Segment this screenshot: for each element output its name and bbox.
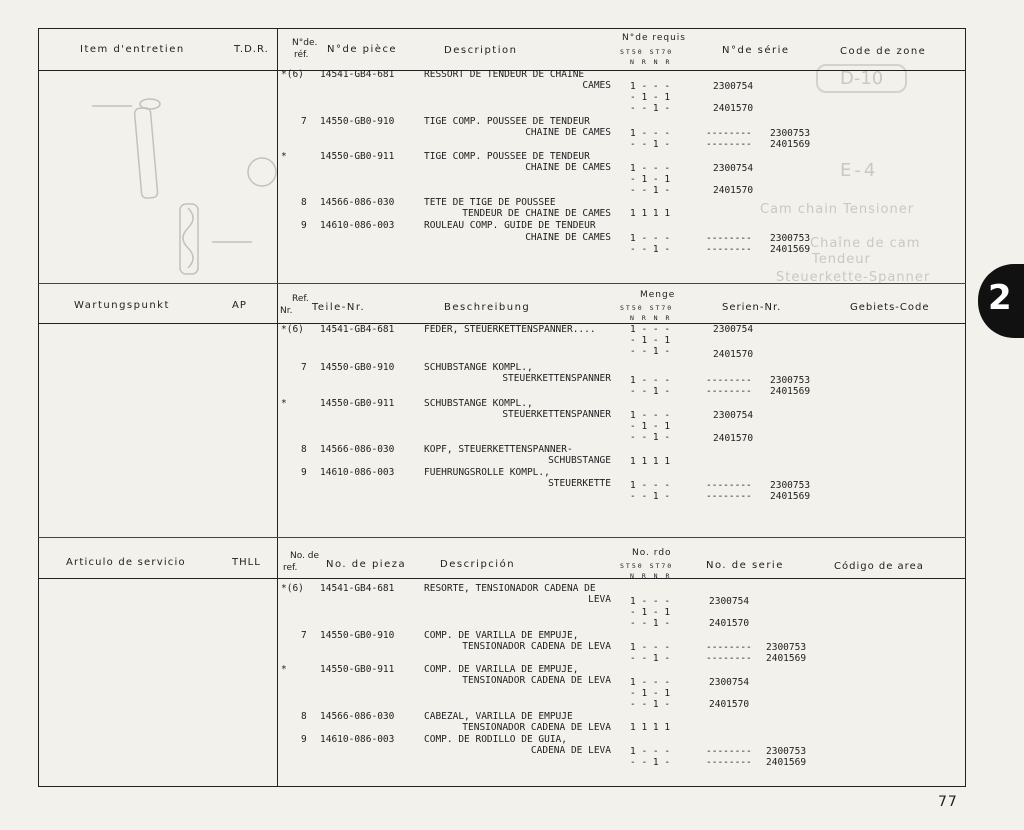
es-serie-header: No. de serie (706, 560, 784, 571)
fr-row2-part: 14550-GB0-910 (320, 116, 395, 127)
es-zone-header: Código de area (834, 561, 924, 572)
ghost-code-fr: D-10 (816, 64, 907, 93)
fr-row2-serial-a: 2300753 (770, 128, 811, 139)
es-row2-qty-b: - - 1 - (630, 653, 671, 664)
de-row3-serial-a: 2300754 (713, 410, 754, 421)
de-row5-desc: FUEHRUNGSROLLE KOMPL., (424, 467, 550, 478)
fr-row5-desc2: CHAINE DE CAMES (525, 232, 611, 243)
es-req-header: No. rdo (632, 548, 672, 558)
es-row5-dash-a: -------- (706, 746, 752, 757)
fr-desc-header: Description (444, 45, 518, 56)
fr-row4-part: 14566-086-030 (320, 197, 395, 208)
es-row3-qty-c: - - 1 - (630, 699, 671, 710)
de-row5-qty-a: 1 - - - (630, 480, 671, 491)
es-ref-header: No. de (290, 551, 320, 561)
de-row2-dash-a: -------- (706, 375, 752, 386)
de-row5-dash-a: -------- (706, 480, 752, 491)
es-row1-ref: *(6) (281, 583, 304, 594)
de-req-models: ST50 ST70 (620, 304, 674, 312)
fr-row1-ref: *(6) (281, 69, 304, 80)
de-ref-header-2: Nr. (280, 306, 293, 316)
de-row2-desc2: STEUERKETTENSPANNER (502, 373, 611, 384)
de-row5-serial-a: 2300753 (770, 480, 811, 491)
es-row2-serial-a: 2300753 (766, 642, 807, 653)
fr-row3-serial-a: 2300754 (713, 163, 754, 174)
es-row3-ref: * (281, 664, 287, 675)
de-row4-desc: KOPF, STEUERKETTENSPANNER- (424, 444, 573, 455)
fr-req-models: ST50 ST70 (620, 48, 674, 56)
de-zone-header: Gebiets-Code (850, 302, 930, 313)
es-row4-qty: 1 1 1 1 (630, 722, 671, 733)
section-rule-fr (38, 283, 966, 284)
de-req-header: Menge (640, 290, 676, 300)
fr-row3-part: 14550-GB0-911 (320, 151, 395, 162)
de-row3-part: 14550-GB0-911 (320, 398, 395, 409)
es-row5-dash-b: -------- (706, 757, 752, 768)
de-piece-header: Teile-Nr. (312, 302, 366, 313)
fr-row1-serial-b: 2401570 (713, 103, 754, 114)
de-row3-qty-a: 1 - - - (630, 410, 671, 421)
de-serie-header: Serien-Nr. (722, 302, 782, 313)
es-row1-part: 14541-GB4-681 (320, 583, 395, 594)
es-desc-header: Descripción (440, 559, 516, 570)
de-row3-qty-c: - - 1 - (630, 432, 671, 443)
es-item-header: Articulo de servicio (66, 557, 186, 568)
fr-row5-dash-b: -------- (706, 244, 752, 255)
ghost-fr-title: Chaîne de cam (810, 236, 921, 251)
fr-row1-qty-a: 1 - - - (630, 81, 671, 92)
fr-req-header: N°de requis (622, 33, 686, 43)
fr-row3-desc2: CHAINE DE CAMES (525, 162, 611, 173)
fr-row1-qty-b: - 1 - 1 (630, 92, 671, 103)
de-req-nr: N R N R (630, 314, 672, 322)
column-divider (277, 28, 278, 787)
fr-tdr-header: T.D.R. (234, 44, 269, 55)
es-row5-desc2: CADENA DE LEVA (530, 745, 611, 756)
fr-row5-serial-a: 2300753 (770, 233, 811, 244)
de-row4-desc2: SCHUBSTANGE (548, 455, 611, 466)
de-row1-part: 14541-GB4-681 (320, 324, 395, 335)
fr-row1-serial-a: 2300754 (713, 81, 754, 92)
de-desc-header: Beschreibung (444, 302, 531, 313)
de-row2-desc: SCHUBSTANGE KOMPL., (424, 362, 533, 373)
es-row5-desc: COMP. DE RODILLO DE GUIA, (424, 734, 567, 745)
es-row2-dash-b: -------- (706, 653, 752, 664)
es-row1-desc: RESORTE, TENSIONADOR CADENA DE (424, 583, 596, 594)
de-row3-ref: * (281, 398, 287, 409)
es-ref-header-2: ref. (283, 563, 298, 573)
de-row3-qty-b: - 1 - 1 (630, 421, 671, 432)
de-row2-qty-a: 1 - - - (630, 375, 671, 386)
fr-row2-dash-a: -------- (706, 128, 752, 139)
de-row4-ref: 8 (301, 444, 307, 455)
fr-row2-qty-a: 1 - - - (630, 128, 671, 139)
es-row3-serial-a: 2300754 (709, 677, 750, 688)
fr-row1-part: 14541-GB4-681 (320, 69, 395, 80)
fr-row4-qty: 1 1 1 1 (630, 208, 671, 219)
es-req-models: ST50 ST70 (620, 562, 674, 570)
es-row2-serial-b: 2401569 (766, 653, 807, 664)
es-row1-qty-c: - - 1 - (630, 618, 671, 629)
es-row4-desc2: TENSIONADOR CADENA DE LEVA (462, 722, 611, 733)
es-row5-qty-a: 1 - - - (630, 746, 671, 757)
fr-row5-qty-a: 1 - - - (630, 233, 671, 244)
es-row2-qty-a: 1 - - - (630, 642, 671, 653)
ghost-code-en: E-4 (840, 160, 879, 181)
es-row1-desc2: LEVA (588, 594, 611, 605)
fr-row3-serial-b: 2401570 (713, 185, 754, 196)
es-row2-desc2: TENSIONADOR CADENA DE LEVA (462, 641, 611, 652)
fr-row4-desc2: TENDEUR DE CHAINE DE CAMES (462, 208, 611, 219)
fr-row3-qty-c: - - 1 - (630, 185, 671, 196)
es-row2-dash-a: -------- (706, 642, 752, 653)
es-row1-qty-a: 1 - - - (630, 596, 671, 607)
de-row1-serial-a: 2300754 (713, 324, 754, 335)
fr-row5-ref: 9 (301, 220, 307, 231)
fr-row4-ref: 8 (301, 197, 307, 208)
fr-row5-serial-b: 2401569 (770, 244, 811, 255)
fr-row3-qty-a: 1 - - - (630, 163, 671, 174)
de-row5-ref: 9 (301, 467, 307, 478)
fr-row1-desc2: CAMES (582, 80, 611, 91)
fr-zone-header: Code de zone (840, 46, 927, 57)
de-row2-serial-b: 2401569 (770, 386, 811, 397)
es-row1-serial-b: 2401570 (709, 618, 750, 629)
fr-row3-desc: TIGE COMP. POUSSEE DE TENDEUR (424, 151, 590, 162)
fr-row2-desc2: CHAINE DE CAMES (525, 127, 611, 138)
de-row3-desc: SCHUBSTANGE KOMPL., (424, 398, 533, 409)
es-row1-serial-a: 2300754 (709, 596, 750, 607)
ghost-en-title: Cam chain Tensioner (760, 202, 915, 217)
de-row2-dash-b: -------- (706, 386, 752, 397)
es-piece-header: No. de pieza (326, 559, 407, 570)
es-row3-serial-b: 2401570 (709, 699, 750, 710)
de-row1-ref: *(6) (281, 324, 304, 335)
fr-row2-desc: TIGE COMP. POUSSEE DE TENDEUR (424, 116, 590, 127)
es-row2-ref: 7 (301, 630, 307, 641)
page-number: 77 (938, 794, 958, 810)
fr-row3-qty-b: - 1 - 1 (630, 174, 671, 185)
header-rule-es (38, 578, 966, 579)
de-row1-desc: FEDER, STEUERKETTENSPANNER.... (424, 324, 596, 335)
de-row1-qty-b: - 1 - 1 (630, 335, 671, 346)
chapter-tab-number: 2 (988, 278, 1012, 318)
es-row3-desc2: TENSIONADOR CADENA DE LEVA (462, 675, 611, 686)
fr-serie-header: N°de série (722, 45, 790, 56)
de-ref-header: Ref. (292, 294, 309, 304)
de-row5-serial-b: 2401569 (770, 491, 811, 502)
es-row5-qty-b: - - 1 - (630, 757, 671, 768)
de-row1-qty-c: - - 1 - (630, 346, 671, 357)
es-row5-ref: 9 (301, 734, 307, 745)
de-row2-part: 14550-GB0-910 (320, 362, 395, 373)
de-tdr-header: AP (232, 300, 247, 311)
fr-row5-qty-b: - - 1 - (630, 244, 671, 255)
es-row4-part: 14566-086-030 (320, 711, 395, 722)
es-row5-serial-a: 2300753 (766, 746, 807, 757)
section-rule-de (38, 537, 966, 538)
es-row3-qty-a: 1 - - - (630, 677, 671, 688)
ghost-de-title: Steuerkette-Spanner (776, 270, 931, 285)
de-row1-qty-a: 1 - - - (630, 324, 671, 335)
es-row1-qty-b: - 1 - 1 (630, 607, 671, 618)
de-row2-qty-b: - - 1 - (630, 386, 671, 397)
fr-row5-part: 14610-086-003 (320, 220, 395, 231)
fr-row4-desc: TETE DE TIGE DE POUSSEE (424, 197, 556, 208)
fr-row2-qty-b: - - 1 - (630, 139, 671, 150)
fr-row2-serial-b: 2401569 (770, 139, 811, 150)
es-row5-part: 14610-086-003 (320, 734, 395, 745)
de-row4-part: 14566-086-030 (320, 444, 395, 455)
es-row4-desc: CABEZAL, VARILLA DE EMPUJE (424, 711, 573, 722)
fr-ref-header-2: réf. (294, 50, 309, 60)
ghost-fr-sub: Tendeur (812, 252, 871, 267)
fr-row5-dash-a: -------- (706, 233, 752, 244)
es-tdr-header: THLL (232, 557, 261, 568)
de-row2-ref: 7 (301, 362, 307, 373)
fr-row5-desc: ROULEAU COMP. GUIDE DE TENDEUR (424, 220, 596, 231)
es-row5-serial-b: 2401569 (766, 757, 807, 768)
fr-piece-header: N°de pièce (327, 44, 398, 55)
es-row3-qty-b: - 1 - 1 (630, 688, 671, 699)
fr-row1-qty-c: - - 1 - (630, 103, 671, 114)
de-item-header: Wartungspunkt (74, 300, 170, 311)
fr-row1-desc: RESSORT DE TENDEUR DE CHAINE (424, 69, 585, 80)
fr-row2-ref: 7 (301, 116, 307, 127)
es-row4-ref: 8 (301, 711, 307, 722)
es-row2-desc: COMP. DE VARILLA DE EMPUJE, (424, 630, 579, 641)
es-row3-desc: COMP. DE VARILLA DE EMPUJE, (424, 664, 579, 675)
de-row5-desc2: STEUERKETTE (548, 478, 611, 489)
de-row5-qty-b: - - 1 - (630, 491, 671, 502)
es-row3-part: 14550-GB0-911 (320, 664, 395, 675)
de-row1-serial-b: 2401570 (713, 349, 754, 360)
de-row5-dash-b: -------- (706, 491, 752, 502)
fr-item-header: Item d'entretien (80, 44, 185, 55)
de-row4-qty: 1 1 1 1 (630, 456, 671, 467)
de-row2-serial-a: 2300753 (770, 375, 811, 386)
fr-row2-dash-b: -------- (706, 139, 752, 150)
de-row3-desc2: STEUERKETTENSPANNER (502, 409, 611, 420)
de-row3-serial-b: 2401570 (713, 433, 754, 444)
fr-req-nr: N R N R (630, 58, 672, 66)
de-row5-part: 14610-086-003 (320, 467, 395, 478)
fr-ref-header: N°de. (292, 38, 318, 48)
es-req-nr: N R N R (630, 572, 672, 580)
es-row2-part: 14550-GB0-910 (320, 630, 395, 641)
fr-row3-ref: * (281, 151, 287, 162)
